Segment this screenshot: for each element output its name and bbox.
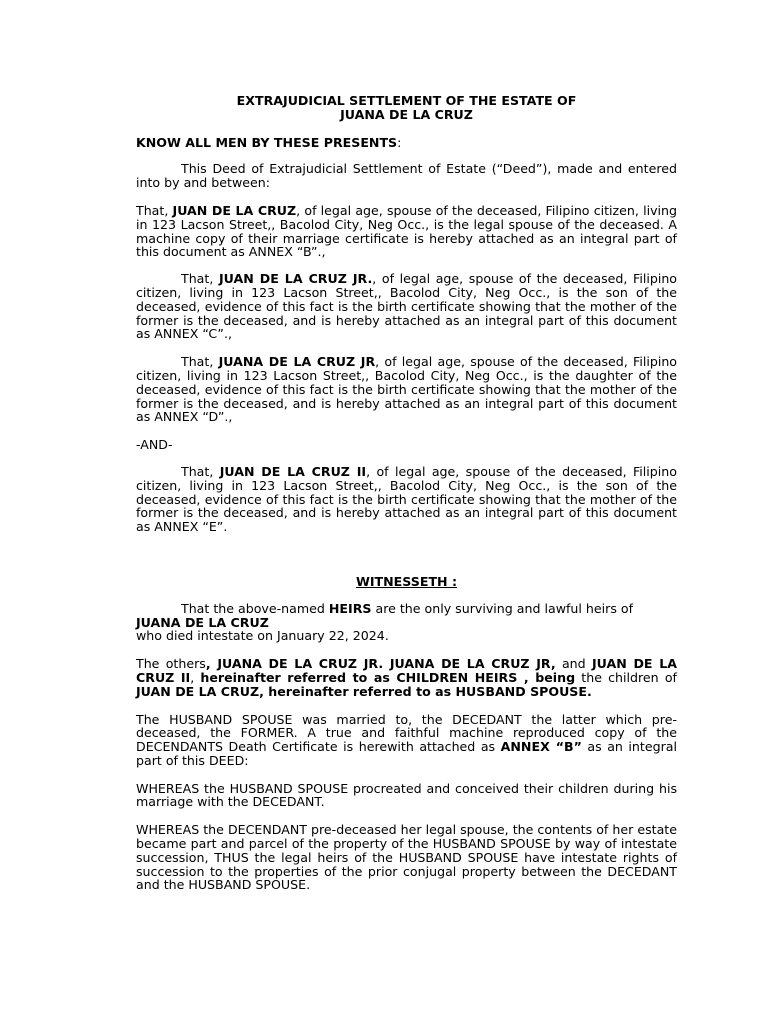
opening-tail: : <box>397 134 402 150</box>
others-t3: , <box>190 669 201 685</box>
party-3-paragraph <box>136 355 677 424</box>
party-2-rest: , of legal age, spouse of the deceased, Filipino citizen, living in 123 Lacson Street,, Bacolod City, Neg Occ., is the son of the deceased, evidence of this fact is the birth certificate showing that the mother of the former is the deceased, and is hereby attached as an integral part of this document as ANNEX “C”., <box>136 271 677 342</box>
whereas-2-paragraph: WHEREAS the DECENDANT pre-deceased her legal spouse, the contents of her estate became part and parcel of the property of the HUSBAND SPOUSE by way of intestate succession, THUS the legal heirs of the HUSBAND SPOUSE have intestate rights of succession to the properties of the prior conjugal property between the DECEDANT and the HUSBAND SPOUSE. <box>136 822 677 893</box>
title-line-1: EXTRAJUDICIAL SETTLEMENT OF THE ESTATE OF <box>236 93 577 108</box>
heirs-mid: are the only surviving and lawful heirs of <box>371 600 634 616</box>
others-b2: JUAN DE LA CRUZ II <box>136 656 677 685</box>
party-4-rest: , of legal age, spouse of the deceased, Filipino citizen, living in 123 Lacson Street,, Bacolod City, Neg Occ., is the son of the deceased, evidence of this fact is the birth certificate showing that the mother of the former is the deceased, and is hereby attached as an integral part of this document as ANNEX “E”. <box>136 463 677 535</box>
others-t4: the children of <box>575 669 677 685</box>
heirs-paragraph <box>136 602 677 643</box>
document-page <box>136 94 677 892</box>
husband-paragraph <box>136 713 677 768</box>
husband-post: as an integral part of this DEED: <box>136 739 677 768</box>
others-b1: , JUANA DE LA CRUZ JR. JUANA DE LA CRUZ JR, <box>205 656 556 672</box>
party-1-paragraph <box>136 204 677 259</box>
died-line: who died intestate on January 22, 2024. <box>136 628 389 644</box>
party-1-rest: , of legal age, spouse of the deceased, Filipino citizen, living in 123 Lacson Street,, Bacolod City, Neg Occ., is the legal spouse of the deceased. A machine copy of their marriage certificate is hereby attached as an integral part of this document as ANNEX “B”., <box>136 202 678 260</box>
party-4-paragraph <box>136 465 677 534</box>
title-line-2: JUANA DE LA CRUZ <box>340 106 473 122</box>
others-t1: The others <box>136 656 206 672</box>
heirs-pre: That the above-named <box>181 600 329 616</box>
party-1-pre: That, <box>136 202 173 218</box>
document-title <box>136 94 677 122</box>
party-2-paragraph <box>136 272 677 341</box>
party-4-pre: That, <box>181 463 220 479</box>
opening-bold: KNOW ALL MEN BY THESE PRESENTS <box>136 134 398 150</box>
others-b4: JUAN DE LA CRUZ, hereinafter referred to as HUSBAND SPOUSE. <box>136 683 592 699</box>
opening-line <box>136 136 677 150</box>
others-t2: and <box>555 656 592 672</box>
husband-annex: ANNEX “B” <box>500 739 582 755</box>
intro-paragraph: This Deed of Extrajudicial Settlement of Estate (“Deed”), made and entered into by and between: <box>136 161 677 191</box>
party-2-name: JUAN DE LA CRUZ JR. <box>218 271 373 287</box>
heirs-line <box>136 602 677 616</box>
party-3-name: JUANA DE LA CRUZ JR <box>218 354 376 370</box>
party-1-name: JUAN DE LA CRUZ <box>172 202 297 218</box>
party-3-pre: That, <box>181 354 219 370</box>
husband-pre: The HUSBAND SPOUSE was married to, the DECEDANT the latter which pre-deceased, the FORMER. A true and faithful machine reproduced copy of the DECENDANTS Death Certificate is herewith attached as <box>136 711 677 755</box>
and-separator: -AND- <box>136 437 173 453</box>
heirs-bold: HEIRS <box>328 600 372 616</box>
whereas-1-paragraph: WHEREAS the HUSBAND SPOUSE procreated and conceived their children during his marriage with the DECEDANT. <box>136 780 677 810</box>
others-paragraph <box>136 657 677 698</box>
decedent-name: JUANA DE LA CRUZ <box>136 614 269 630</box>
others-b3: hereinafter referred to as CHILDREN HEIRS , being <box>200 669 576 685</box>
party-2-pre: That, <box>181 271 219 287</box>
party-4-name: JUAN DE LA CRUZ II <box>219 463 367 479</box>
party-3-rest: , of legal age, spouse of the deceased, Filipino citizen, living in 123 Lacson Street,, Bacolod City, Neg Occ., is the daughter of the deceased, evidence of this fact is the birth certificate showing that the mother of the former is the deceased, and is hereby attached as an integral part of this document as ANNEX “D”., <box>136 354 678 425</box>
witnesseth-heading: WITNESSETH : <box>355 573 458 589</box>
